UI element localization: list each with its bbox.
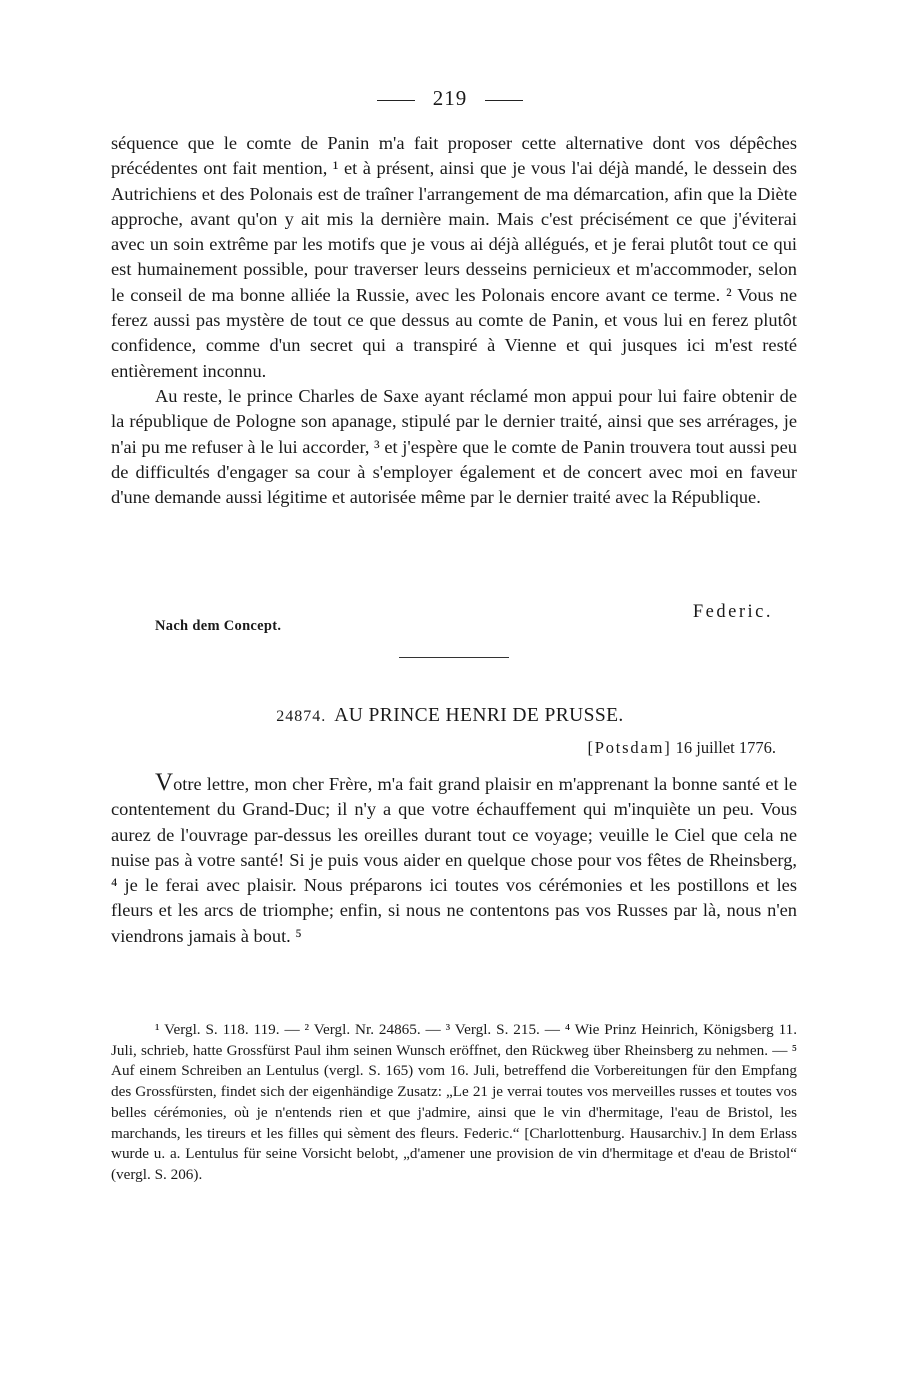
letter-text: otre lettre, mon cher Frère, m'a fait grand plaisir en m'apprenant la bonne santé et le contentement du Grand-Duc; il n'y a que votre échauffement qui m'inquiète un peu. Vous aurez de l'ouvrage par-dessus les oreilles durant tout ce voyage; veuille le Ciel que cela ne nuise pas à votre santé! Si je puis vous aider en quelque chose pour vos fêtes de Rheinsberg, ⁴ je le ferai avec plaisir. Nous préparons ici toutes vos cérémonies et les postillons et les fleurs et les arcs de triomphe; enfin, si nous ne contentons pas vos Russes par là, nous n'en viendrons jamais à bout. ⁵: [111, 774, 797, 946]
header-rule-left: [377, 100, 415, 101]
source-note: Nach dem Concept.: [155, 618, 282, 634]
page-header: [0, 86, 900, 112]
signature: Federic.: [692, 602, 773, 622]
page-number: 219: [432, 86, 468, 110]
letter-body: [111, 769, 797, 949]
dateline: [587, 738, 776, 758]
drop-cap: V: [155, 769, 174, 796]
section-divider: [399, 657, 509, 658]
letter-date: 16 juillet 1776.: [675, 738, 776, 757]
footnotes: [111, 1020, 797, 1186]
header-rule-right: [485, 100, 523, 101]
letter-heading: [0, 705, 900, 727]
continuation-text: [111, 131, 797, 510]
continuation-paragraph-1: séquence que le comte de Panin m'a fait proposer cette alternative dont vos dépêches précédentes ont fait mention, ¹ et à présent, ainsi que je vous l'ai déjà mandé, le dessein des Autrichiens et des Polonais est de traîner l'arrangement de ma démarcation, afin que la Diète approche, avant qu'on y ait mis la dernière main. Mais c'est précisément ce que j'éviterai avec un soin extrême par les motifs que je vous ai déjà allégués, et je ferai plutôt tout ce qui est humainement possible, pour traverser leurs desseins pernicieux et m'accommoder, selon le conseil de ma bonne alliée la Russie, avec les Polonais encore avant ce terme. ² Vous ne ferez aussi pas mystère de tout ce que dessus au comte de Panin, et vous lui en ferez plutôt confidence, comme d'un secret qui a transpiré à Vienne et qui jusques ici m'est resté entièrement inconnu.: [111, 133, 797, 381]
continuation-paragraph-2: Au reste, le prince Charles de Saxe ayant réclamé mon appui pour lui faire obtenir de la république de Pologne son apanage, stipulé par le dernier traité, ainsi que ses arrérages, je n'ai pu me refuser à le lui accorder, ³ et j'espère que le comte de Panin trouvera tout aussi peu de difficultés d'engager sa cour à s'employer également et de concert avec moi en faveur d'une demande aussi légitime et autorisée même par le dernier traité avec la République.: [111, 385, 797, 508]
footnote-text: ¹ Vergl. S. 118. 119. — ² Vergl. Nr. 24865. — ³ Vergl. S. 215. — ⁴ Wie Prinz Heinrich, Königsberg 11. Juli, schrieb, hatte Grossfürst Paul ihm seinen Wunsch eröffnet, den Rückweg über Rheinsberg zu nehmen. — ⁵ Auf einem Schreiben an Lentulus (vergl. S. 165) vom 16. Juli, betreffend die Vorbereitungen für den Empfang des Grossfürsten, findet sich der eigenhändige Zusatz: „Le 21 je verrai toutes vos merveilles russes et toutes vos belles cérémonies, où je n'entends rien et que j'admire, ainsi que le vin d'hermitage, l'eau de Bristol, les marchands, les tireurs et les filles qui sèment des fleurs. Federic.“ [Charlottenburg. Hausarchiv.] In dem Erlass wurde u. a. Lentulus für seine Vorsicht belobt, „d'amener une provision de vin d'hermitage et d'eau de Bristol“ (vergl. S. 206).: [111, 1021, 797, 1183]
letter-number: 24874.: [276, 708, 327, 725]
letter-title: AU PRINCE HENRI DE PRUSSE.: [334, 705, 624, 726]
letter-place: [Potsdam]: [587, 738, 672, 757]
